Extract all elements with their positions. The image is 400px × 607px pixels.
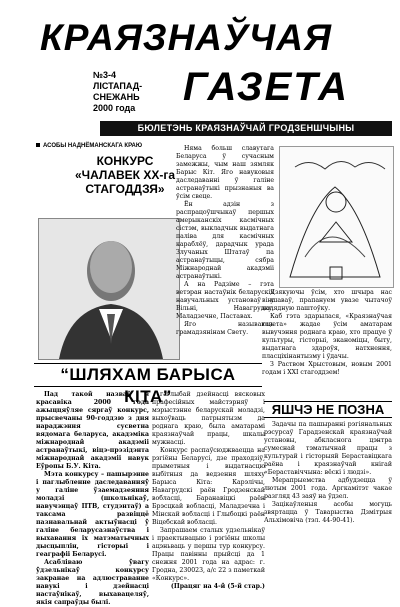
article-headline: “ШЛЯХАМ БАРЫСА КІТА” <box>34 363 262 387</box>
paragraph: Мэта конкурсу – пашырэнне і паглыбленне даследаванняў у галіне ўзаемадзеяння моладзі (школьнікаў, навучэнцаў ПТВ, студэнтаў) а таксама развіццё пазнавальнай актыўнасці ў галіне беларусазнаўства і выхавання іх матэматычных дысцыплін, гісторыі і геаграфіі Беларусі. <box>36 471 149 558</box>
issue-year: 2000 года <box>93 103 136 113</box>
paragraph: Конкурс распаўсюджваецца на рэгіёны Беларусі, дзе праходзіў, прыметныя і выдатнасцю выбітныя да ведзення шляху Барыса Кіта: Карэлічы, Навагрудскі раён Гродзенскай вобласці, Баранавіцкі раён Брэсцкай вобласці, Маладзечна і Мінскай вобласці і Глыбоцкі раён Віцебскай вобласці. <box>152 447 265 526</box>
portrait-image <box>39 219 179 359</box>
card-drawing <box>280 147 393 287</box>
issue-info <box>93 70 173 114</box>
paragraph: Ён адзін з распрацоўшчыкаў першых амерыканскіх касмічных сістэм, выкладчык выдатнага палiва для касмічных караблёў, дарадчык урада Злучаных Штатаў па астранаўтыцы, сябра Міжнароднай акадэміі астранаўтыкі. <box>176 201 274 280</box>
lead-paragraph: Пад такой назвай з красавіка 2000 года ажыццяўляе сяргаў конкурс, прысвечаны 90-годдзю з дня нараджэння сусветна вядомага беларуса, акадэміка міжнароднай акадэміі астранаўтыкі, віцэ-прэзідэнта міжнароднай акадэміі навук Еўропы Б.У. Кіта. <box>36 391 149 470</box>
issue-months-1: ЛІСТАПАД- <box>93 81 143 91</box>
article-left-column <box>36 391 149 607</box>
christmas-card-image <box>279 146 394 288</box>
paragraph: Мерапрыемства адбудзецца ў лютым 2001 года. Аргкамітэт чакае разгляд 43 заяў на ўдзел. <box>264 477 392 500</box>
paragraph: А на Радзіме – гэта ветэран настаўнік беларускіх навучальных установаў у Вільні, Навагрудку, Маладзечне, Паставах. <box>176 281 274 320</box>
paragraph: З Раством Хрыстовым, новым 2001 годам і ХХІ стагоддзем! <box>262 361 392 376</box>
issue-months-2: СНЕЖАНЬ <box>93 92 140 102</box>
section-label: АСОБЫ НАДНЁМАНСКАГА КРАЮ <box>36 143 142 149</box>
paragraph: Дзякуючы ўсім, хто шчыра нас віншаваў, прапануем увазе чытачоў калядную паштоўку. <box>262 289 392 312</box>
paragraph: Асабліваю ўвагу ўдзельнікаў конкурсу закранае на адлюстраванне навукі і дзейнасці настаўнікаў, выхавацеляў, якія сапраўды былі. <box>36 559 149 606</box>
continuation-note: (Працяг на 4-й (5-й стар.) <box>170 583 265 590</box>
portrait-photo <box>38 218 180 360</box>
masthead-subtitle: ГАЗЕТА <box>183 65 350 109</box>
paragraph: Каб гэта здарылася, «Краязнаўчая газета» жадае ўсім аматарам вывучэння роднага краю, хто працуе ў культуры, гісторыі, эканоміцы, быту, выдатнага здароўя, натхнення, пласціхінантызму і ўдачы. <box>262 313 392 360</box>
bulletin-banner: БЮЛЕТЭНЬ КРАЯЗНАЎЧАЙ ГРОДЗЕНШЧЫНЫ <box>100 121 392 136</box>
announcement-column <box>264 421 392 525</box>
paragraph: Нямa больш славутага Беларуса ў сучасным замежжы, чым наш зямляк Барыс Кіт. Яго навуковыя даследаванні ў галіне астранаўтыкі прызнаныя ва ўсім свеце. <box>176 145 274 200</box>
greeting-column <box>262 289 392 377</box>
paragraph: Яго называюць грамадзянінам Свету. <box>176 321 274 336</box>
paragraph: Зацікаўленыя асобы могуць звяртацца ў Таварыства Дзмітрыя Альхімовіча (тэл. 44-90-41). <box>264 501 392 524</box>
paragraph: Задачы па пашыранні рэгіянальных рэсурсаў Гарадзенскай краязнаўчай установы, абкласнога цэнтра сумеснай тэматычнай працы з культурай і гісторыяй Бераставіцкага раёна і краязнаўчай кнігай «Бераставіччына: вёскі і людзі». <box>264 421 392 476</box>
article-mid-bottom-column <box>152 391 265 591</box>
article-mid-column <box>176 145 274 337</box>
announcement-title: ЯШЧЭ НЕ ПОЗНА <box>264 401 392 418</box>
paragraph: гаглыбай дзейнасці вясковых прафесійных майстэрняў і мэрыстэнне беларускай моладзі, выхоўваць патрыятызм да роднага краю, была аматарамі краязнаўчай працы, шкалы мужнасці. <box>152 391 265 446</box>
contest-title: КОНКУРС «ЧАЛАВЕК ХХ-га СТАГОДДЗЯ» <box>74 154 175 196</box>
masthead-title: КРАЯЗНАЎЧАЯ <box>40 17 332 58</box>
paragraph: Запрашаем сталых удзельнікаў і праектывацыю і рэгіёны школы ацэньваць у першы тур конкурсу. Працы павінны прыйсці да 1 снежня 2001 года на адрас: г. Гродна, 230023, а/с 22 з паметкай «Конкурс». <box>152 527 265 582</box>
bullet-icon <box>36 143 40 147</box>
issue-number: №3-4 <box>93 70 117 80</box>
